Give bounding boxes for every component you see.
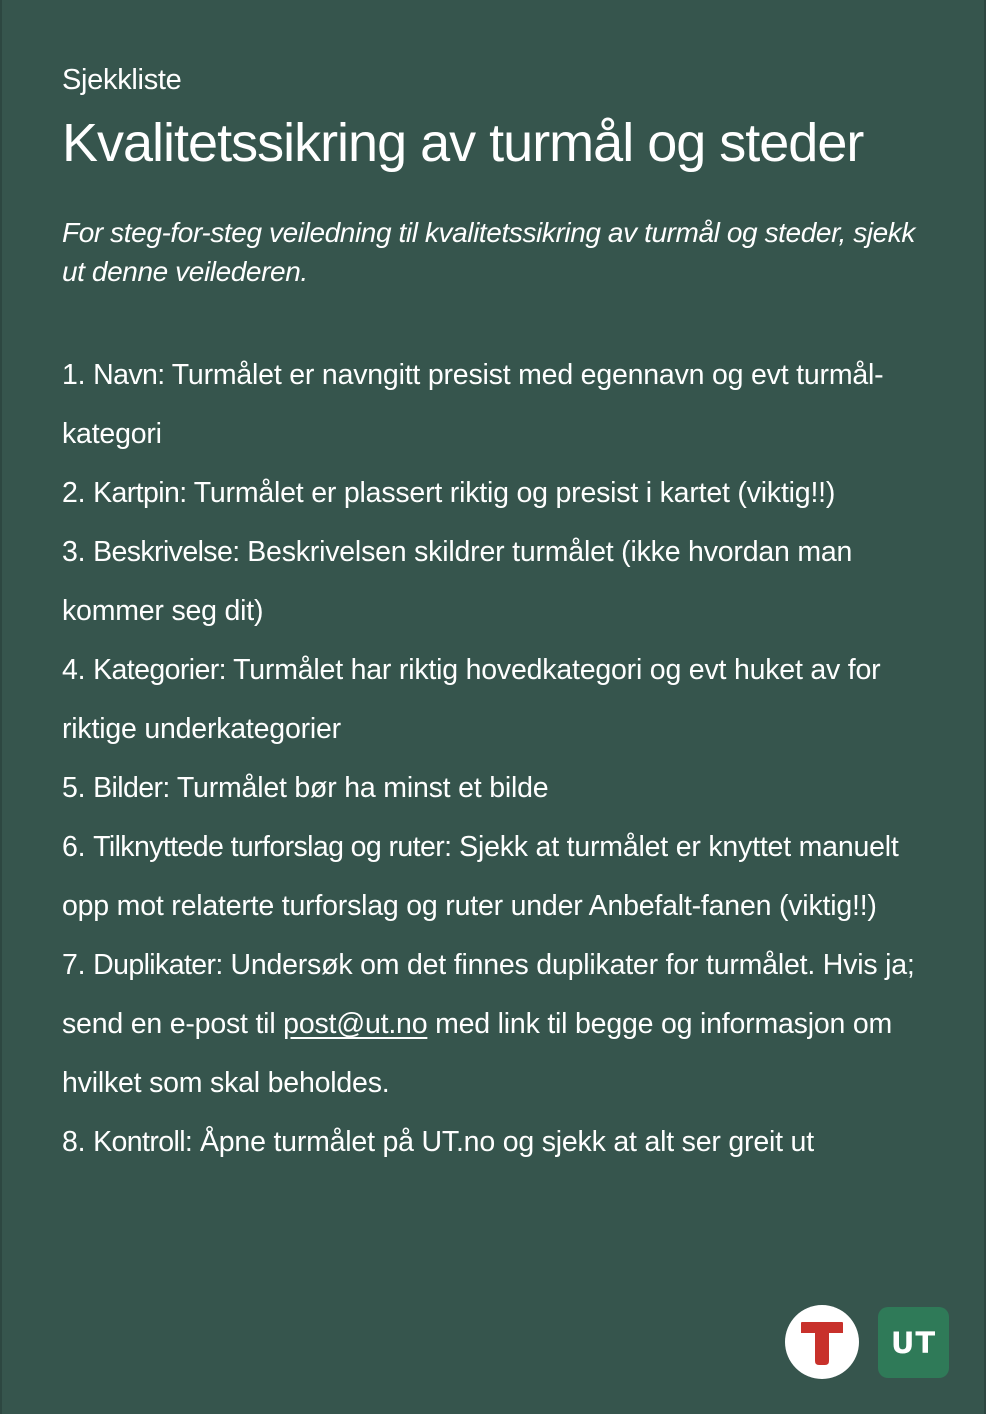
checklist-item-duplikater [62, 936, 942, 1113]
item-number: 1. [62, 359, 86, 391]
item-key: Bilder: [93, 772, 170, 804]
item-text: Turmålet er navngitt presist med egennavn og evt turmål-kategori [62, 359, 884, 450]
checklist [62, 346, 942, 1172]
item-key: Duplikater: [93, 949, 223, 981]
item-key: Kontroll: [93, 1126, 193, 1158]
checklist-item-navn [62, 346, 942, 464]
ut-logo-icon: UT [878, 1307, 949, 1378]
item-number: 7. [62, 949, 86, 981]
checklist-item-beskrivelse [62, 523, 942, 641]
item-text: Sjekk at turmålet er knyttet manuelt opp mot relaterte turforslag og ruter under Anbefalt-fanen (viktig!!) [62, 831, 899, 922]
checklist-item-kategorier [62, 641, 942, 759]
item-text-before: Undersøk om det finnes duplikater for turmålet. Hvis ja; send en e-post til [62, 949, 915, 1040]
item-text: Åpne turmålet på UT.no og sjekk at alt ser greit ut [199, 1126, 814, 1158]
item-text: Beskrivelsen skildrer turmålet (ikke hvordan man kommer seg dit) [62, 536, 853, 627]
item-text: Turmålet er plassert riktig og presist i kartet (viktig!!) [193, 477, 836, 509]
checklist-item-bilder [62, 759, 942, 818]
dnt-t-icon [785, 1305, 859, 1379]
item-text: Turmålet har riktig hovedkategori og evt huket av for riktige underkategorier [62, 654, 881, 745]
item-key: Kartpin: [93, 477, 187, 509]
email-link[interactable]: post@ut.no [283, 1008, 428, 1040]
intro-text: For steg-for-steg veiledning til kvalitetssikring av turmål og steder, sjekk ut denne veilederen. [62, 217, 916, 287]
item-number: 3. [62, 536, 86, 568]
eyebrow-label: Sjekkliste [62, 64, 182, 96]
item-text-after: med link til begge og informasjon om hvilket som skal beholdes. [62, 1008, 893, 1099]
item-number: 4. [62, 654, 86, 686]
item-key: Kategorier: [93, 654, 226, 686]
item-text: Turmålet bør ha minst et bilde [176, 772, 549, 804]
page-title: Kvalitetssikring av turmål og steder [62, 113, 864, 173]
checklist-item-kartpin [62, 464, 942, 523]
item-number: 2. [62, 477, 86, 509]
item-key: Beskrivelse: [93, 536, 240, 568]
item-key: Navn: [93, 359, 165, 391]
item-key: Tilknyttede turforslag og ruter: [93, 831, 452, 863]
item-number: 5. [62, 772, 86, 804]
item-number: 6. [62, 831, 86, 863]
item-number: 8. [62, 1126, 86, 1158]
checklist-item-tilknyttede [62, 818, 942, 936]
dnt-logo-icon [785, 1305, 859, 1379]
checklist-item-kontroll [62, 1113, 942, 1172]
